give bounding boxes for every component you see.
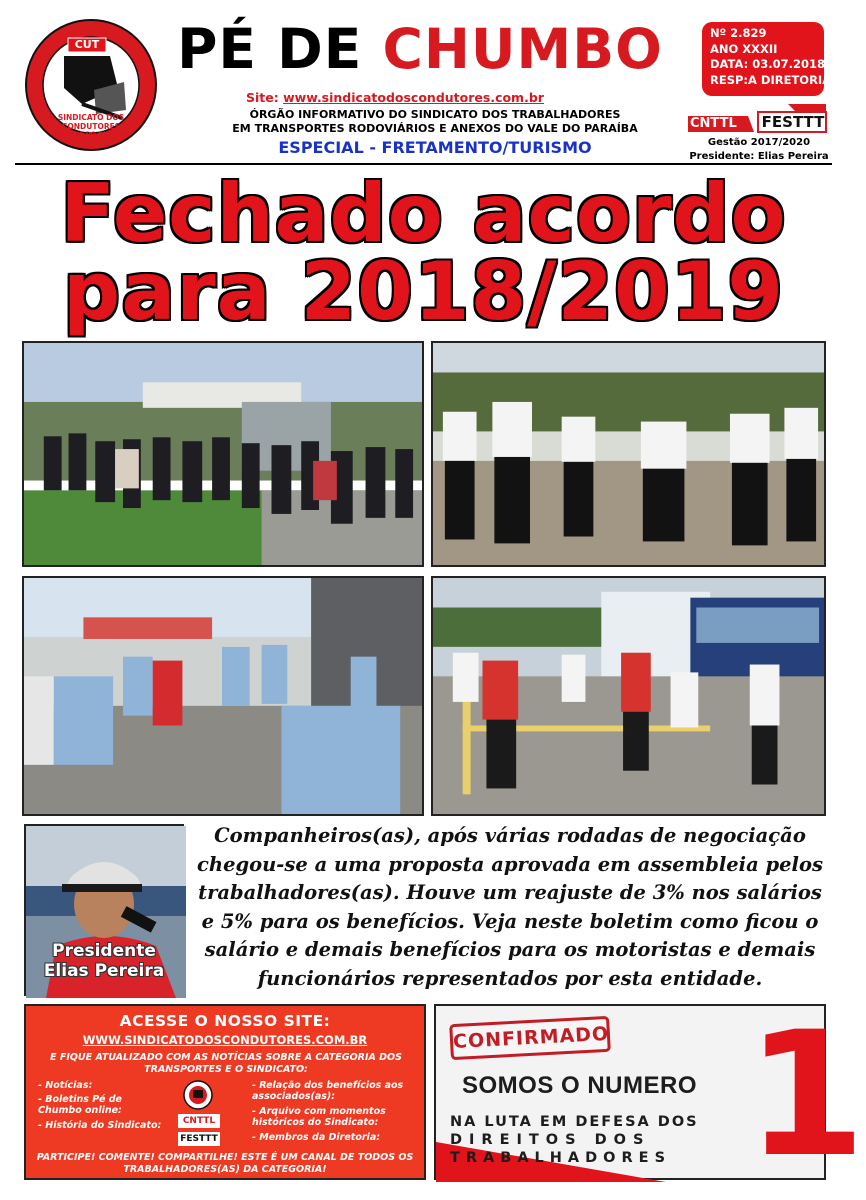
photo-assembly-gate: [22, 341, 424, 567]
masthead-title: [160, 16, 680, 82]
site-url-link[interactable]: www.sindicatodoscondutores.com.br: [283, 90, 544, 105]
site-line: [246, 90, 544, 105]
president-caption-name: Elias Pereira: [43, 961, 165, 981]
promo-item-arquivo: - Arquivo com momentos históricos do Sindicato:: [252, 1106, 386, 1128]
numero-um-box: [434, 994, 866, 1195]
issue-responsible: RESP:A DIRETORIA: [710, 72, 832, 87]
festtt-mini-logo-icon: [178, 1132, 220, 1146]
logo-cut-text: CUT: [74, 38, 100, 51]
cnttl-mini-logo-text: CNTTL: [182, 1116, 216, 1126]
cnttl-mini-logo-icon: [178, 1114, 220, 1128]
logo-center-line-2: CONDUTORES: [61, 122, 121, 131]
website-promo-box: [24, 1004, 426, 1180]
federation-logos: [688, 104, 830, 134]
website-promo-footer: PARTICIPE! COMENTE! COMPARTILHE! ESTE É UM CANAL DE TODOS OS TRABALHADORES(AS) DA CATEGORIA!: [36, 1152, 414, 1175]
union-mini-logo-icon: [183, 1080, 213, 1110]
headline-line-1: Fechado acordo: [60, 167, 787, 260]
president-caption-title: Presidente: [52, 941, 156, 961]
logo-center-line-3: DO VALE DO PARAIBA: [54, 131, 128, 138]
special-edition-label: ESPECIAL - FRETAMENTO/TURISMO: [278, 138, 592, 157]
promo-item-boletins: - Boletins Pé de Chumbo online:: [38, 1094, 122, 1116]
festtt-mini-logo-text: FESTTT: [180, 1134, 218, 1144]
logo-center-line-1: SINDICATO DOS: [57, 113, 125, 122]
promo-item-historia: - História do Sindicato:: [38, 1120, 162, 1131]
promo-item-beneficios: - Relação dos benefícios aos associados(as):: [252, 1080, 404, 1102]
website-promo-description: E FIQUE ATUALIZADO COM AS NOTÍCIAS SOBRE A CATEGORIA DOS TRANSPORTES E O SINDICATO:: [50, 1052, 402, 1075]
presidente-text: Presidente: Elias Pereira: [689, 151, 829, 162]
org-description-line-2: EM TRANSPORTES RODOVIÁRIOS E ANEXOS DO VALE DO PARAÍBA: [232, 122, 638, 135]
management-info: [688, 136, 830, 164]
issue-year: ANO XXXII: [710, 41, 778, 56]
photo-workers-by-buses: [431, 576, 826, 816]
website-promo-url-link[interactable]: WWW.SINDICATODOSCONDUTORES.COM.BR: [82, 1033, 368, 1047]
headline-line-2: para 2018/2019: [62, 245, 785, 338]
org-description-line-1: ÓRGÃO INFORMATIVO DO SINDICATO DOS TRABALHADORES: [249, 108, 621, 121]
festtt-logo-text: FESTTT: [761, 113, 825, 131]
masthead-title-black: PÉ DE: [177, 17, 383, 81]
photo-meeting-by-building: [22, 576, 424, 816]
photo-workers-raising-hands: [431, 341, 826, 567]
masthead: [160, 16, 680, 82]
header-divider: [15, 163, 832, 165]
confirmado-stamp: CONFIRMADO: [449, 1016, 611, 1060]
na-luta-text: NA LUTA EM DEFESA DOS: [450, 1114, 699, 1130]
gestao-text: Gestão 2017/2020: [707, 137, 811, 148]
article-body-text: Companheiros(as), após várias rodadas de negociação chegou-se a uma proposta aprovada em assembleia pelos trabalhadores(as). Houve um reajuste de 3% nos salários e 5% para os benefícios. Veja neste boletim como ficou o salário e demais benefícios para os motoristas e demais funcionários representados por esta entidade.: [197, 824, 823, 990]
cnttl-logo-text: CNTTL: [690, 116, 737, 131]
promo-item-diretoria: - Membros da Diretoria:: [252, 1132, 381, 1143]
site-label: Site:: [246, 90, 284, 105]
somos-o-numero-text: SOMOS O NUMERO: [462, 1072, 698, 1099]
issue-date: DATA: 03.07.2018: [710, 57, 825, 71]
trabalhadores-text: TRABALHADORES: [450, 1150, 672, 1166]
promo-item-noticias: - Notícias:: [38, 1080, 93, 1091]
union-logo: [24, 18, 158, 152]
big-number-one: 1: [746, 994, 866, 1195]
masthead-title-red: CHUMBO: [382, 17, 663, 81]
website-promo-title: ACESSE O NOSSO SITE:: [119, 1012, 331, 1030]
issue-number: Nº 2.829: [710, 26, 767, 40]
direitos-text: DIREITOS DOS: [450, 1132, 651, 1148]
issue-info-badge: [702, 22, 832, 96]
